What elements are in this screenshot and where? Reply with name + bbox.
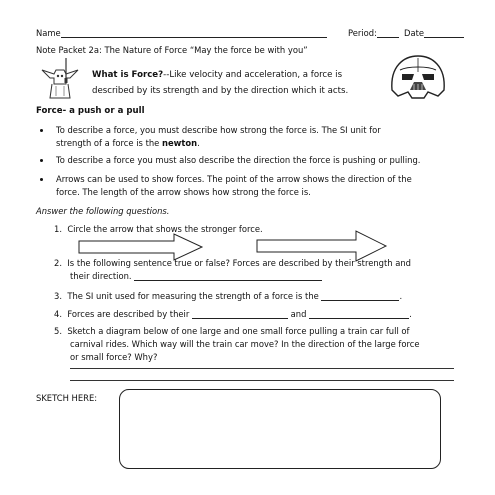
page-title: Note Packet 2a: The Nature of Force “May the force be with you” [36, 45, 308, 55]
question-1: 1. Circle the arrow that shows the stronger force. [54, 224, 263, 234]
bullet-1-line-2: strength of a force is the newton. [56, 138, 200, 148]
bullet-3-line-1: Arrows can be used to show forces. The point of the arrow shows the direction of the [56, 174, 412, 184]
bullet-1-line-1: To describe a force, you must describe how strong the force is. The SI unit for [56, 125, 381, 135]
question-2-line-2: their direction. [70, 271, 322, 281]
question-5-line-1: 5. Sketch a diagram below of one large and one small force pulling a train car full of [54, 326, 410, 336]
bullet-dot [40, 129, 43, 132]
force-definition: Force- a push or a pull [36, 106, 145, 116]
question-2-line-1: 2. Is the following sentence true or false? Forces are described by their strength and [54, 258, 411, 268]
intro-line-2: described by its strength and by the direction which it acts. [92, 86, 349, 96]
name-label: Name [36, 28, 327, 38]
bullet-dot [40, 159, 43, 162]
question-4: 4. Forces are described by their and . [54, 309, 412, 319]
small-force-arrow-icon [78, 233, 204, 261]
question-3: 3. The SI unit used for measuring the strength of a force is the . [54, 291, 403, 301]
sketch-box[interactable] [119, 389, 441, 469]
yoda-clipart-icon [36, 56, 82, 100]
answer-line[interactable] [70, 368, 454, 369]
bullet-2-line-1: To describe a force you must also describe the direction the force is pushing or pulling. [56, 155, 421, 165]
bullet-dot [40, 178, 43, 181]
sketch-label: SKETCH HERE: [36, 393, 98, 403]
date-label: Date [404, 28, 464, 38]
question-5-line-2: carnival rides. Which way will the train car move? In the direction of the large force [70, 339, 420, 349]
bullet-3-line-2: force. The length of the arrow shows how strong the force is. [56, 187, 311, 197]
question-5-line-3: or small force? Why? [70, 352, 158, 362]
period-label: Period: [348, 28, 399, 38]
answer-line[interactable] [70, 380, 454, 381]
intro-line-1: What is Force?--Like velocity and acceleration, a force is [92, 70, 343, 80]
answer-heading: Answer the following questions. [36, 206, 170, 216]
darth-vader-helmet-icon [384, 50, 452, 102]
